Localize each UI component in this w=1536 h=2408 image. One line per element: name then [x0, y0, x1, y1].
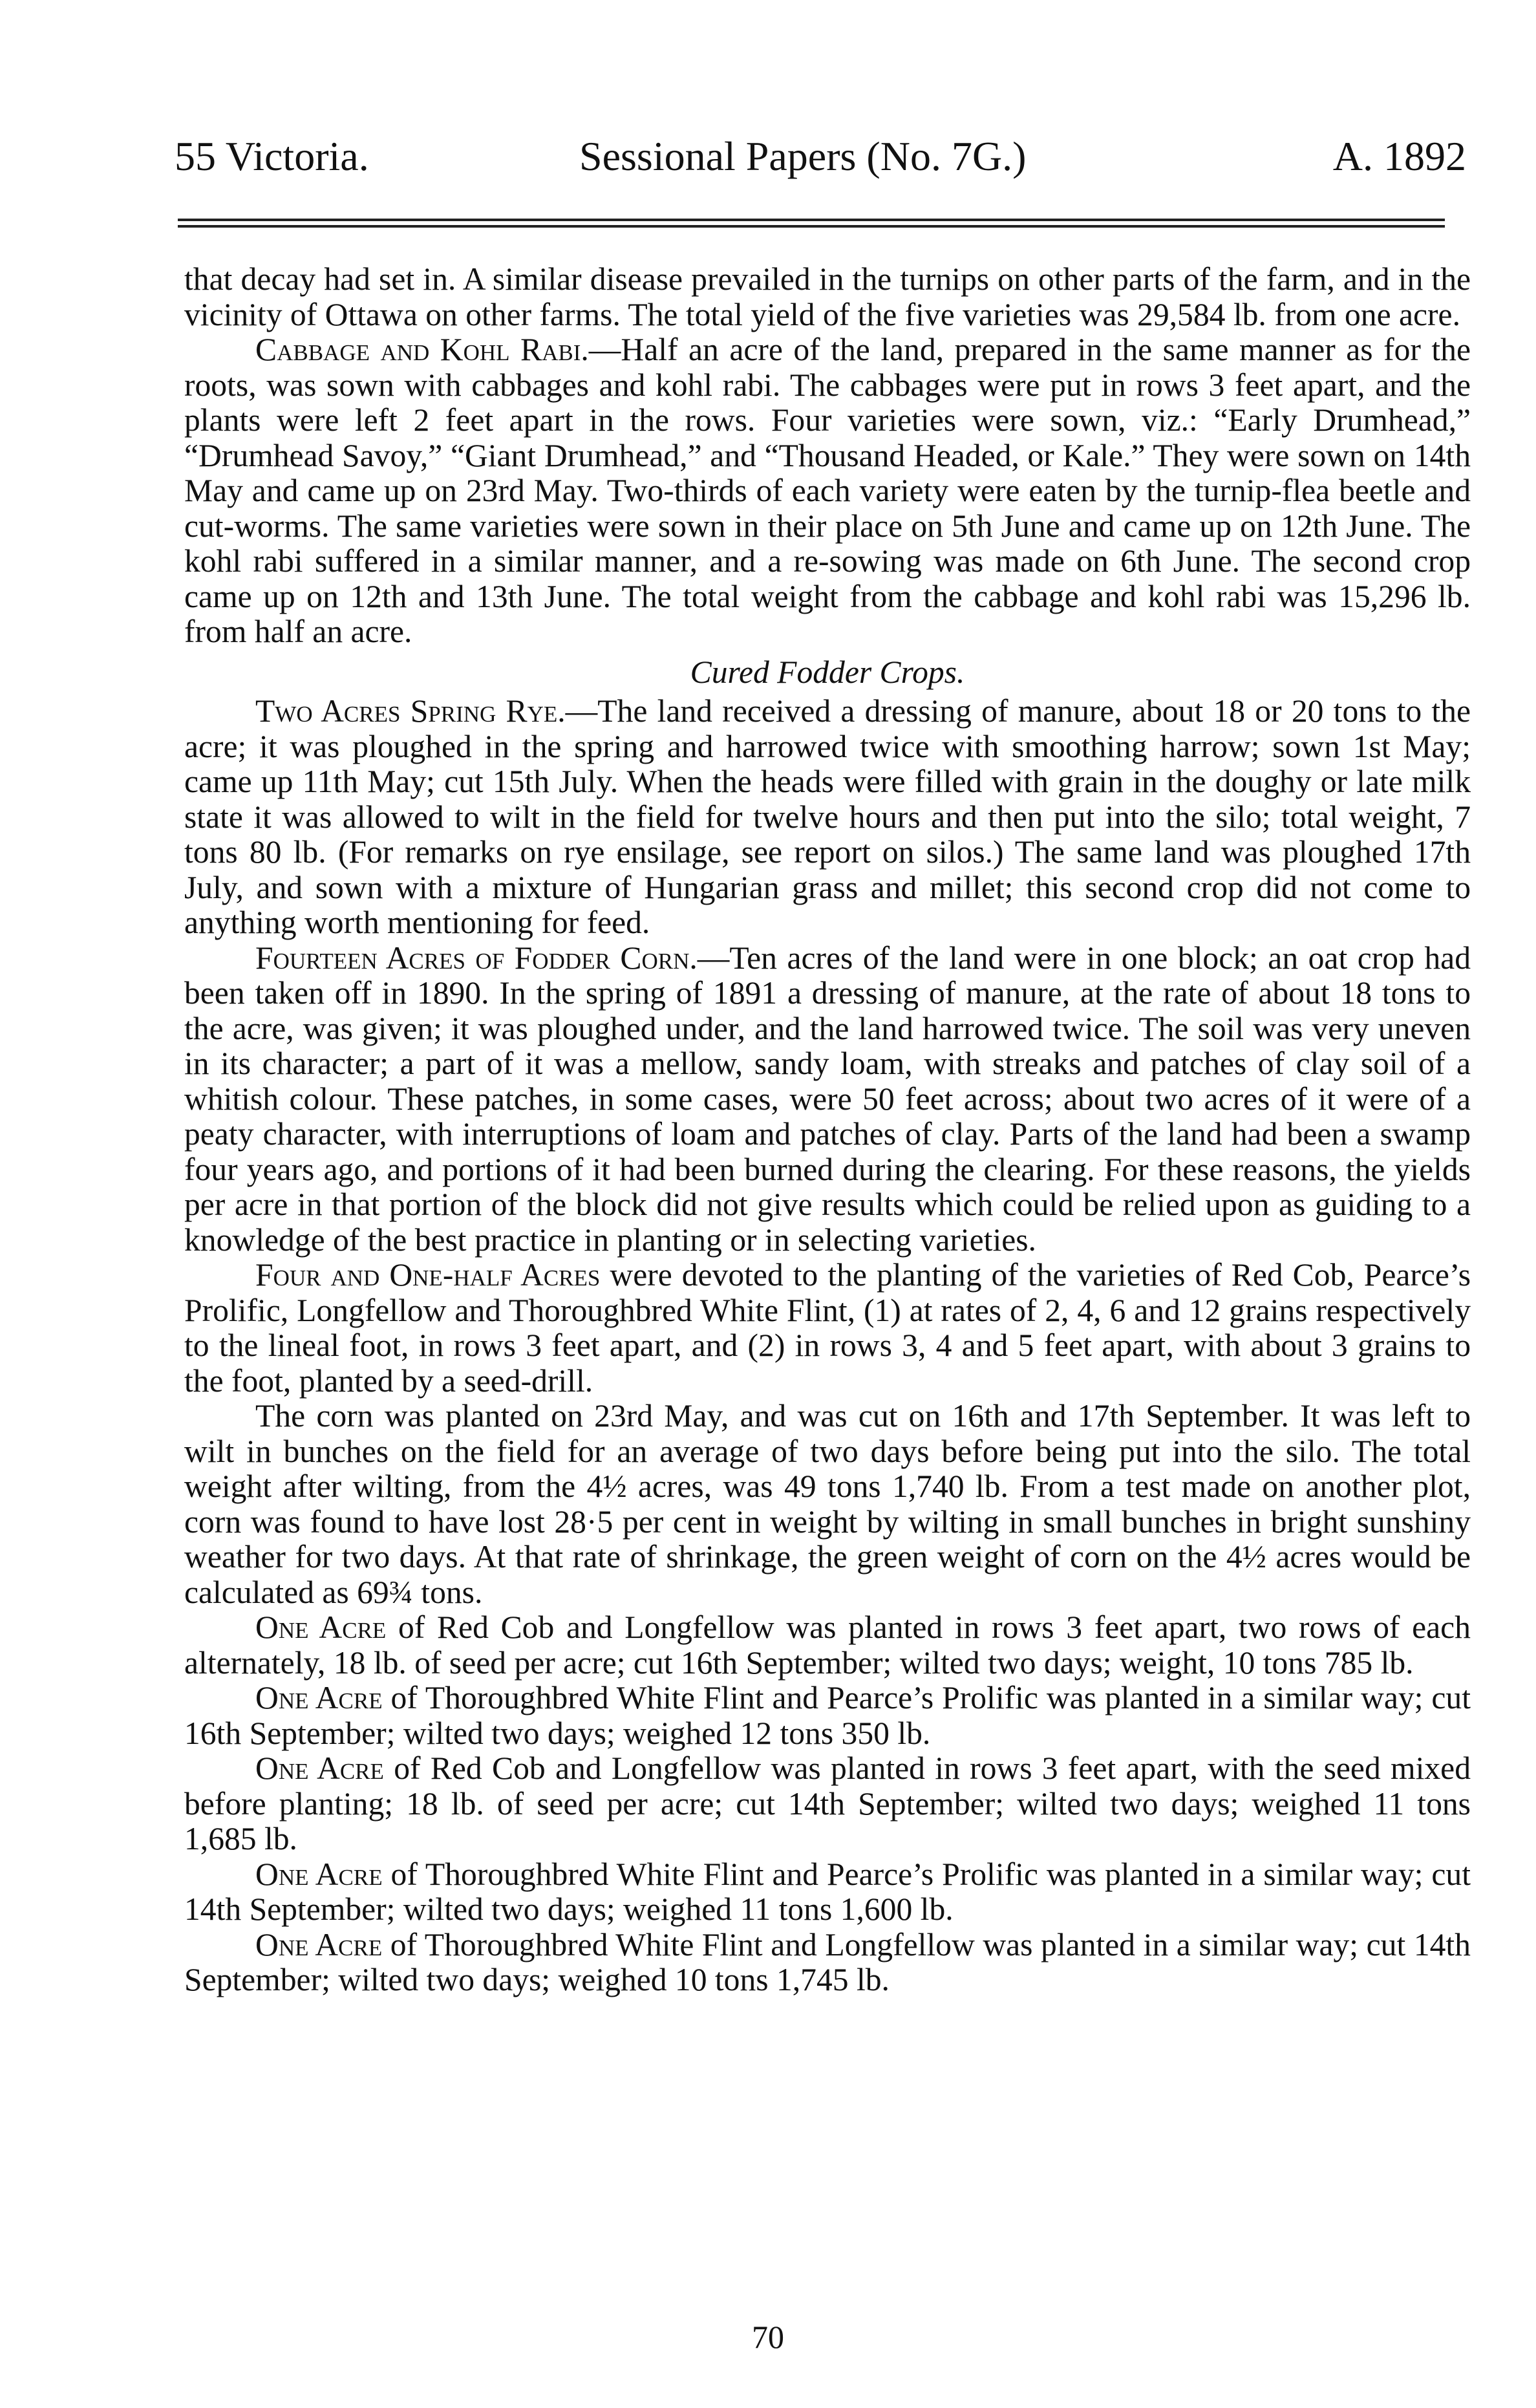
paragraph-spring-rye: Two Acres Spring Rye.—The land received a dressing of manure, about 18 or 20 tons to the acre; it was ploughed in the spring and harrowed twice with smoothing harrow; sown 1st May; came up 11th May; cut 15th July. When the heads were filled with grain in the doughy or late milk state it was allowed to wilt in the field for twelve hours and then put into the silo; total weight, 7 tons 80 lb. (For remarks on rye ensilage, see report on silos.) The same land was ploughed 17th July, and sown with a mixture of Hungarian grass and millet; this second crop did not come to anything worth mentioning for feed. — [184, 693, 1471, 940]
paragraph-turnip-yield: that decay had set in. A similar disease prevailed in the turnips on other parts of the farm, and in the vicinity of Ottawa on other farms. The total yield of the five varieties was 29,584 lb. from one acre. — [184, 261, 1471, 332]
section-lead-acre: One Acre — [255, 1609, 387, 1645]
paragraph-fodder-corn: Fourteen Acres of Fodder Corn.—Ten acres of the land were in one block; an oat crop had been taken off in 1890. In the spring of 1891 a dressing of manure, at the rate of about 18 tons to the acre, was given; it was ploughed under, and the land harrowed twice. The soil was very uneven in its character; a part of it was a mellow, sandy loam, with streaks and patches of clay soil of a whitish colour. These patches, in some cases, were 50 feet across; about two acres of it were of a peaty character, with interruptions of loam and patches of clay. Parts of the land had been a swamp four years ago, and portions of it had been burned during the clearing. For these reasons, the yields per acre in that portion of the block did not give results which could be relied upon as guiding to a knowledge of the best practice in planting or in selecting varieties. — [184, 940, 1471, 1258]
section-lead-cabbage: Cabbage and Kohl Rabi. — [255, 332, 589, 367]
paragraph-acre-2: One Acre of Thoroughbred White Flint and Pearce’s Prolific was planted in a similar way; cut 16th September; wilted two days; weighed 12 tons 350 lb. — [184, 1680, 1471, 1751]
paragraph-corn-planting: The corn was planted on 23rd May, and was cut on 16th and 17th September. It was left to wilt in bunches on the field for an average of two days before being put into the silo. The total weight after wilting, from the 4½ acres, was 49 tons 1,740 lb. From a test made on another plot, corn was found to have lost 28·5 per cent in weight by wilting in small bunches in bright sunshiny weather for two days. At that rate of shrinkage, the green weight of corn on the 4½ acres would be calculated as 69¾ tons. — [184, 1398, 1471, 1610]
paragraph-acre-5: One Acre of Thoroughbred White Flint and Longfellow was planted in a similar way; cut 14th September; wilted two days; weighed 10 tons 1,745 lb. — [184, 1926, 1471, 1997]
section-lead-acre: One Acre — [255, 1680, 383, 1715]
section-lead-rye: Two Acres Spring Rye. — [255, 693, 566, 729]
header-rule-top — [178, 219, 1445, 221]
section-lead-four-half: Four and One-half Acres — [255, 1257, 601, 1293]
page-body — [184, 262, 1471, 1998]
section-lead-acre: One Acre — [255, 1926, 383, 1962]
page-number: 70 — [752, 2319, 784, 2355]
paragraph-cabbage-kohl-rabi: Cabbage and Kohl Rabi.—Half an acre of the land, prepared in the same manner as for the roots, was sown with cabbages and kohl rabi. The cabbages were put in rows 3 feet apart, and the plants were left 2 feet apart in the rows. Four varieties were sown, viz.: “Early Drumhead,” “Drumhead Savoy,” “Giant Drumhead,” and “Thousand Headed, or Kale.” They were sown on 14th May and came up on 23rd May. Two-thirds of each variety were eaten by the turnip-flea beetle and cut-worms. The same varieties were sown in their place on 5th June and came up on 12th June. The kohl rabi suffered in a similar manner, and a re-sowing was made on 6th June. The second crop came up on 12th and 13th June. The total weight from the cabbage and kohl rabi was 15,296 lb. from half an acre. — [184, 332, 1471, 649]
section-lead-acre: One Acre — [255, 1856, 383, 1892]
paragraph-acre-1: One Acre of Red Cob and Longfellow was planted in rows 3 feet apart, two rows of each alternately, 18 lb. of seed per acre; cut 16th September; wilted two days; weight, 10 tons 785 lb. — [184, 1609, 1471, 1681]
running-header — [175, 133, 1466, 191]
header-session: 55 Victoria. — [175, 133, 369, 179]
paragraph-acre-4: One Acre of Thoroughbred White Flint and Pearce’s Prolific was planted in a similar way; cut 14th September; wilted two days; weighed 11 tons 1,600 lb. — [184, 1856, 1471, 1927]
header-title: Sessional Papers (No. 7G.) — [579, 133, 1027, 179]
header-rule-bottom — [178, 225, 1445, 228]
section-lead-corn: Fourteen Acres of Fodder Corn. — [255, 940, 698, 976]
paragraph-four-half-acres: Four and One-half Acres were devoted to the planting of the varieties of Red Cob, Pearce’s Prolific, Longfellow and Thoroughbred White Flint, (1) at rates of 2, 4, 6 and 12 grains respectively to the lineal foot, in rows 3 feet apart, and (2) in rows 3, 4 and 5 feet apart, with about 3 grains to the foot, planted by a seed-drill. — [184, 1257, 1471, 1399]
section-heading-cured-fodder: Cured Fodder Crops. — [690, 654, 965, 690]
header-year: A. 1892 — [1332, 133, 1466, 179]
paragraph-acre-3: One Acre of Red Cob and Longfellow was planted in rows 3 feet apart, with the seed mixed before planting; 18 lb. of seed per acre; cut 14th September; wilted two days; weighed 11 tons 1,685 lb. — [184, 1750, 1471, 1856]
section-lead-acre: One Acre — [255, 1750, 384, 1786]
